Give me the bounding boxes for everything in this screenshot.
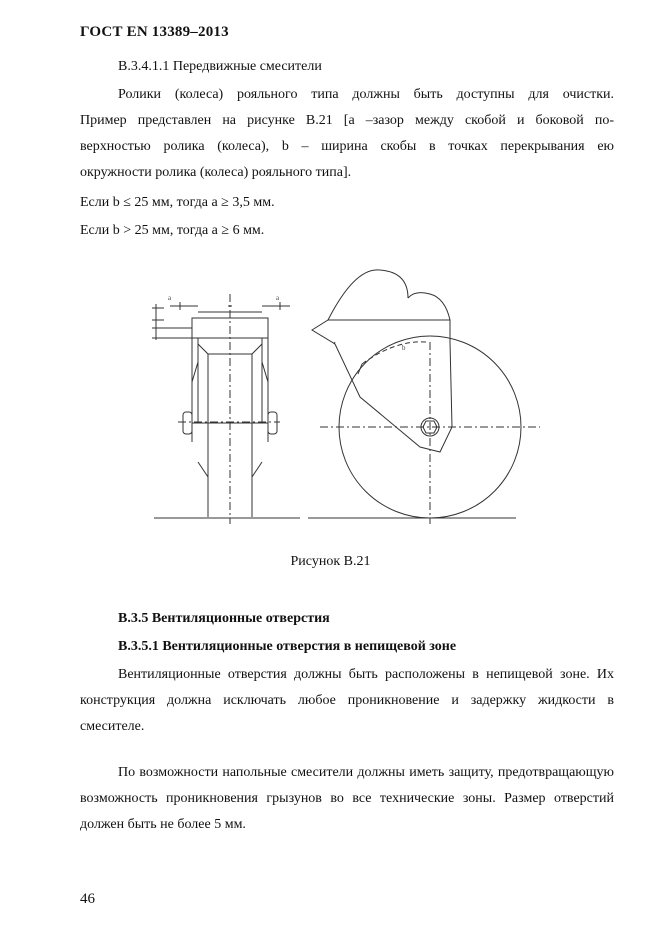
label-a-front: a: [168, 294, 172, 302]
condition-large-b: Если b > 25 мм, тогда a ≥ 6 мм.: [80, 223, 265, 238]
side-view: [308, 270, 540, 524]
page-number: 46: [80, 891, 95, 907]
section-b351-title: В.3.5.1 Вентиляционные отверстия в непищевой зоне: [118, 639, 457, 654]
condition-small-b: Если b ≤ 25 мм, тогда a ≥ 3,5 мм.: [80, 195, 275, 210]
label-a-front-right: a: [276, 294, 280, 302]
text-line-3: верхностью ролика (колеса), b – ширина скобы в точках перекрывания ею: [80, 139, 614, 154]
section-b351-paragraph-2: По возможности напольные смесители должны иметь защиту, предотвращающую возможность проникновения грызунов во все технические зоны. Размер отверстий должен быть не более 5 мм.: [80, 765, 614, 832]
label-b-side: b: [402, 344, 406, 352]
section-b3411-title: В.3.4.1.1 Передвижные смесители: [118, 59, 322, 74]
section-b35-title: В.3.5 Вентиляционные отверстия: [118, 611, 330, 626]
front-view: [152, 294, 300, 524]
caster-drawing: [140, 262, 540, 530]
figure-caption: Рисунок В.21: [290, 554, 371, 569]
figure-caster-wheel: [140, 262, 540, 530]
section-b351-paragraph-1: Вентиляционные отверстия должны быть расположены в непищевой зоне. Их конструкция должна исключать любое проникновение и задержку жидкости в смесителе.: [80, 667, 614, 734]
text-line-2: Пример представлен на рисунке В.21 [а –зазор между скобой и боковой по-: [80, 113, 614, 128]
section-b3411-text: [80, 82, 614, 186]
standard-header: ГОСТ EN 13389–2013: [80, 24, 229, 40]
text-line-4: окружности ролика (колеса) рояльного типа].: [80, 165, 352, 180]
text-line-1: Ролики (колеса) рояльного типа должны быть доступны для очистки.: [118, 87, 614, 102]
